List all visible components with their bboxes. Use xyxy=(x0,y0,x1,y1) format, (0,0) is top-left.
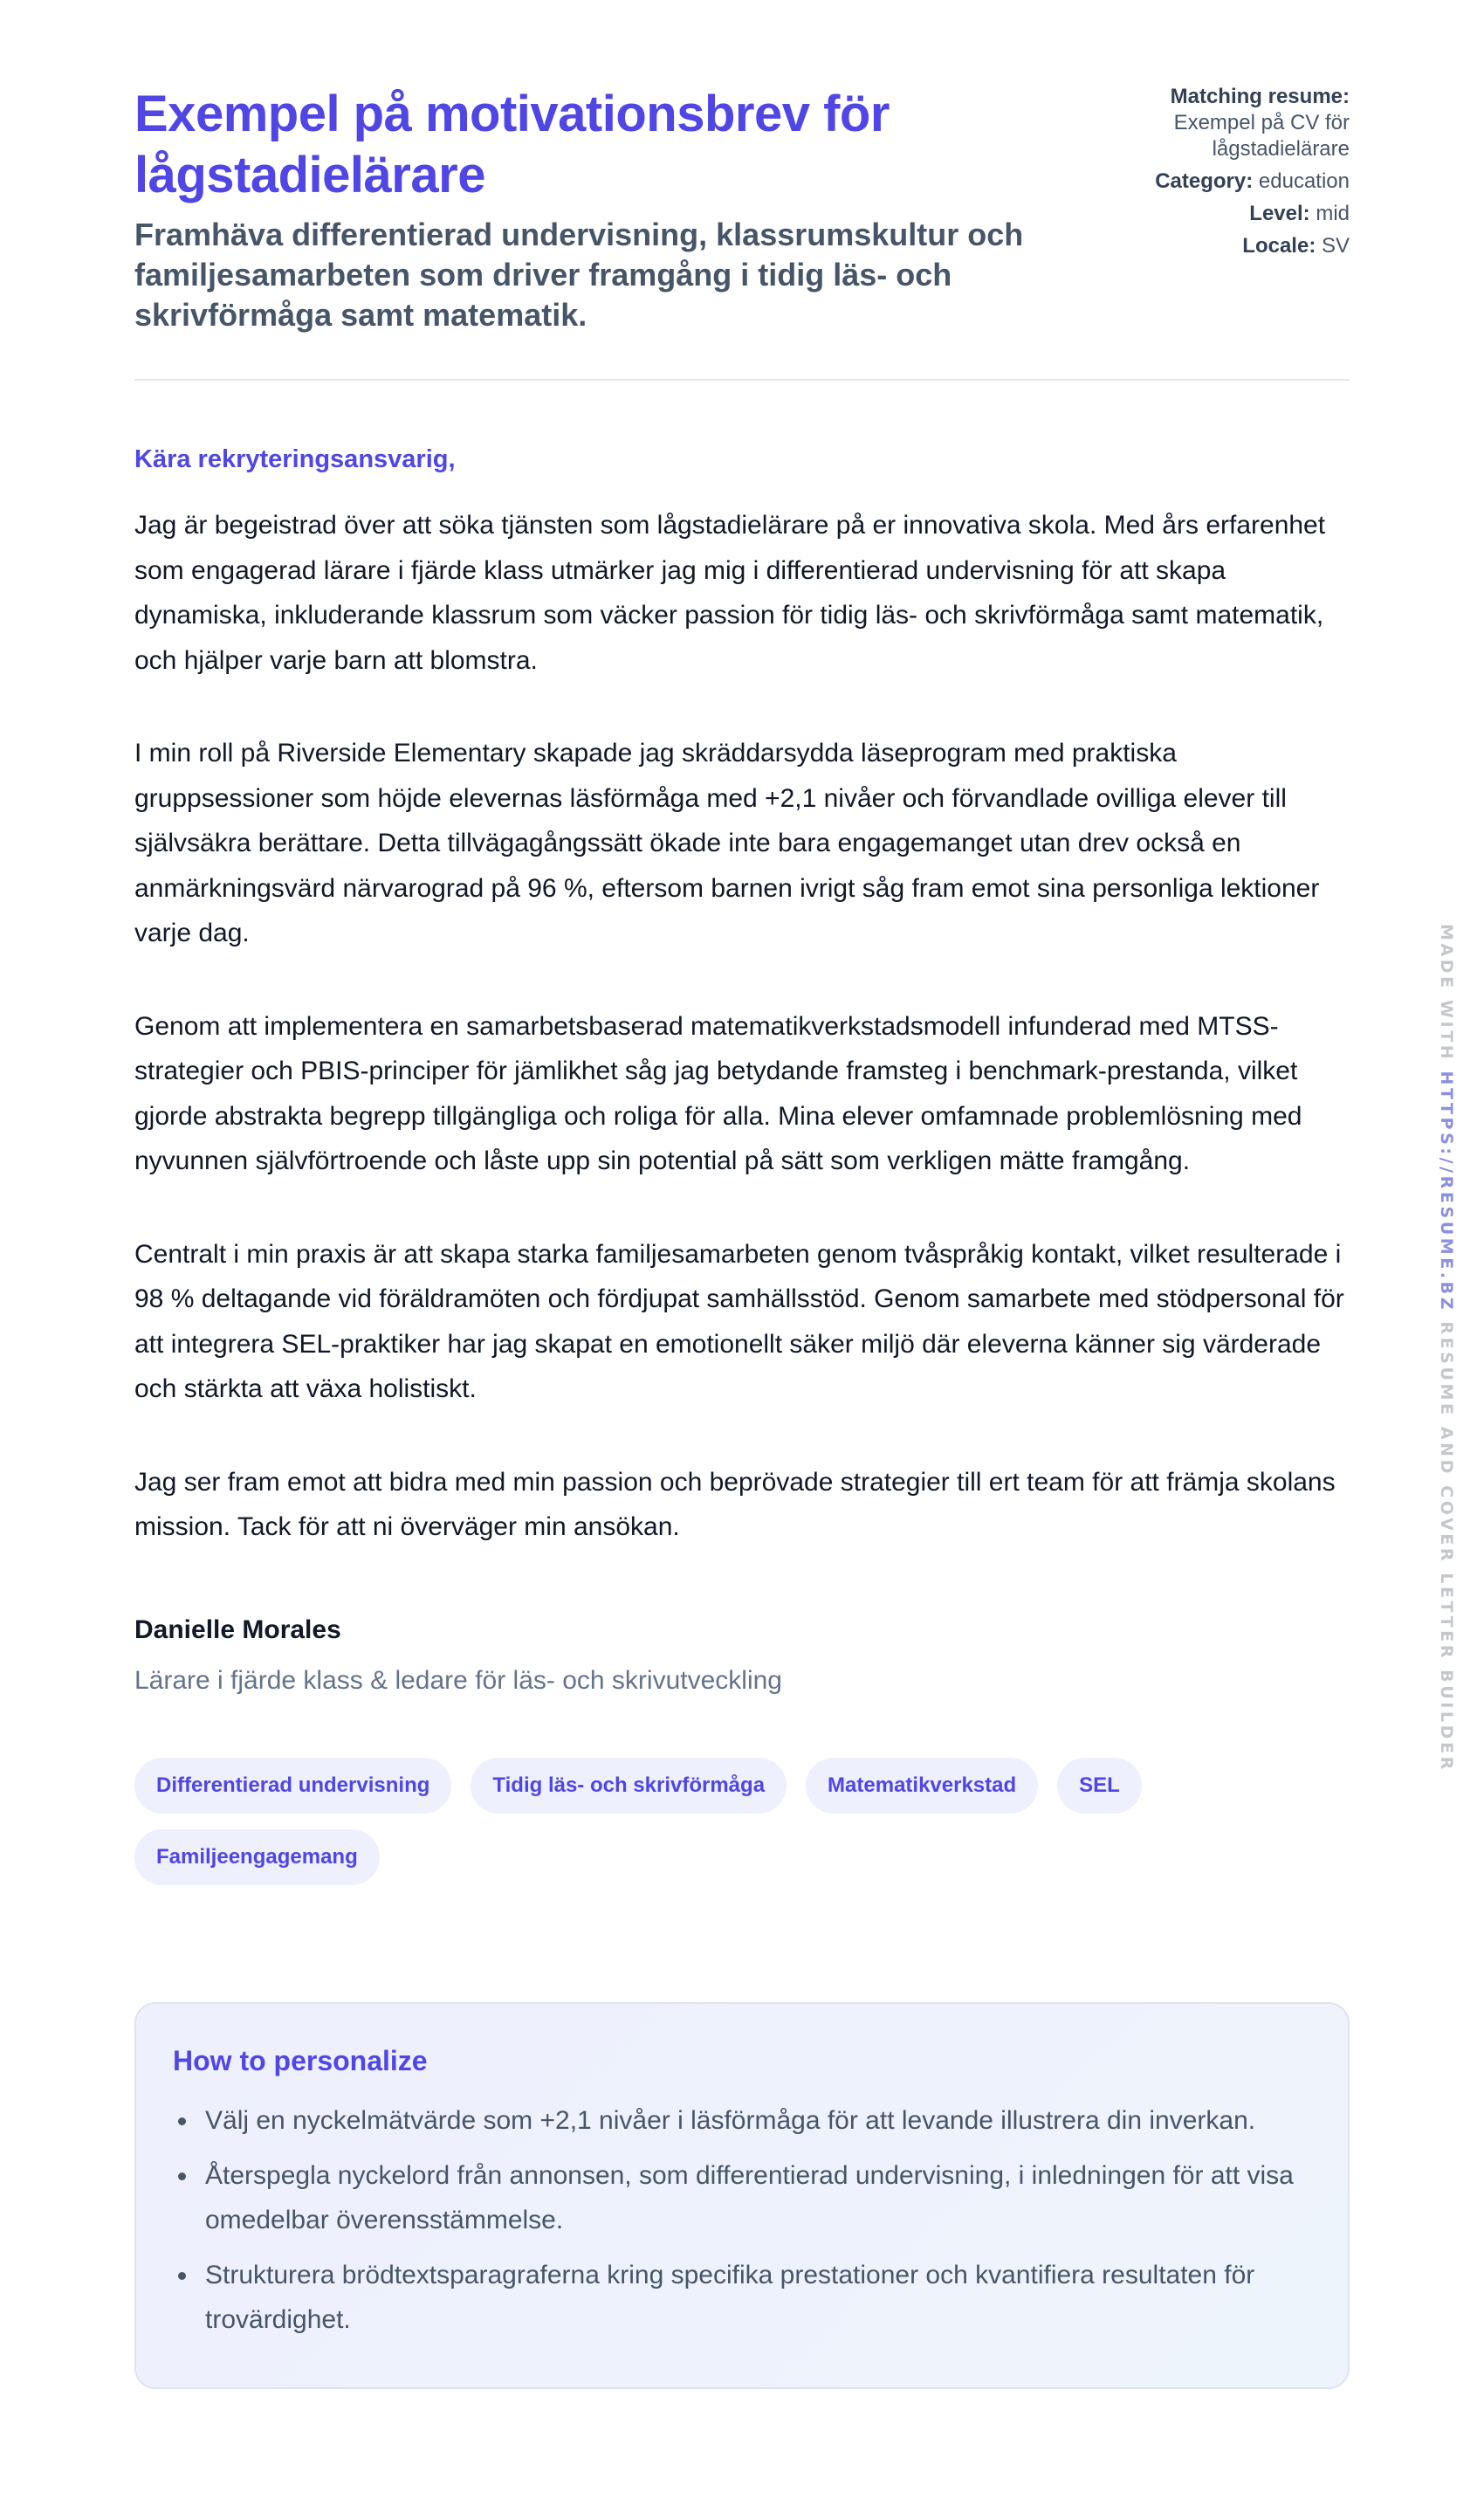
meta-matching-resume-label: Matching resume: xyxy=(1170,85,1350,108)
watermark-prefix: MADE WITH xyxy=(1437,924,1456,1063)
signature xyxy=(134,1613,1350,1698)
tip-item: Återspegla nyckelord från annonsen, som differentierad undervisning, i inledningen för att visa omedelbar överensstämmelse. xyxy=(173,2153,1311,2242)
meta-locale-value: SV xyxy=(1321,234,1350,258)
meta-matching-resume xyxy=(1074,84,1350,162)
page-header xyxy=(134,0,1350,381)
signature-title: Lärare i fjärde klass & ledare för läs- och skrivutveckling xyxy=(134,1665,782,1695)
tag-list xyxy=(134,1758,1217,1885)
tag-chip: Matematikverkstad xyxy=(806,1758,1038,1814)
meta-locale xyxy=(1074,233,1350,259)
side-watermark xyxy=(1435,924,1458,1773)
letter-paragraph: Jag ser fram emot att bidra med min passion och beprövade strategier till ert team för att främja skolans mission. Tack för att ni överväger min ansökan. xyxy=(134,1467,1336,1541)
tip-item: Strukturera brödtextsparagraferna kring specifika prestationer och kvantifiera resultaten för trovärdighet. xyxy=(173,2253,1311,2342)
watermark-link[interactable]: HTTPS://RESUME.BZ xyxy=(1437,1071,1456,1313)
side-watermark-text xyxy=(1435,924,1458,1773)
meta-locale-label: Locale: xyxy=(1242,234,1316,258)
personalize-tips-box xyxy=(134,2002,1350,2389)
tag-chip: SEL xyxy=(1057,1758,1142,1814)
meta-level xyxy=(1074,201,1350,227)
tag-chip: Differentierad undervisning xyxy=(134,1758,451,1814)
letter-paragraph: Genom att implementera en samarbetsbaserad matematikverkstadsmodell infunderad med MTSS-strategier och PBIS-principer för jämlikhet såg jag betydande framsteg i benchmark-prestanda, vilket gjorde abstrakta begrepp tillgängliga och roliga för alla. Mina elever omfamnade problemlösning med nyvunnen självförtroende och låste upp sin potential på sätt som verkligen mätte framgång. xyxy=(134,1011,1302,1175)
meta-category-label: Category: xyxy=(1155,169,1254,193)
page-subtitle: Framhäva differentierad undervisning, klassrumskultur och familjesamarbeten som driver framgång i tidig läs- och skrivförmåga samt matematik. xyxy=(134,217,1024,333)
header-text xyxy=(134,84,1074,335)
letter-paragraph: Centralt i min praxis är att skapa starka familjesamarbeten genom tvåspråkig kontakt, vilket resulterade i 98 % deltagande vid föräldramöten och fördjupat samhällsstöd. Genom samarbete med stödpersonal för att integrera SEL-praktiker har jag skapat en emotionellt säker miljö där eleverna känner sig värderade och stärkta att växa holistiskt. xyxy=(134,1239,1344,1403)
meta-level-value: mid xyxy=(1316,202,1350,225)
tag-chip: Tidig läs- och skrivförmåga xyxy=(471,1758,787,1814)
letter-paragraph: I min roll på Riverside Elementary skapade jag skräddarsydda läseprogram med praktiska gruppsessioner som höjde elevernas läsförmåga med +2,1 nivåer och förvandlade ovilliga elever till självsäkra berättare. Detta tillvägagångssätt ökade inte bara engagemanget utan drev också en anmärkningsvärd närvarograd på 96 %, eftersom barnen ivrigt såg fram emot sina personliga lektioner varje dag. xyxy=(134,739,1320,947)
letter-paragraph: Jag är begeistrad över att söka tjänsten som lågstadielärare på er innovativa skola. Med års erfarenhet som engagerad lärare i fjärde klass utmärker jag mig i differentierad undervisning för att skapa dynamiska, inkluderande klassrum som väcker passion för tidig läs- och skrivförmåga samt matematik, och hjälper varje barn att blomstra. xyxy=(134,511,1326,675)
tag-chip: Familjeengagemang xyxy=(134,1829,380,1885)
tip-item: Välj en nyckelmätvärde som +2,1 nivåer i läsförmåga för att levande illustrera din inverkan. xyxy=(173,2098,1311,2143)
tips-title: How to personalize xyxy=(173,2044,428,2076)
meta-category-value: education xyxy=(1258,169,1350,193)
watermark-suffix: RESUME AND COVER LETTER BUILDER xyxy=(1437,1321,1456,1773)
page-title: Exempel på motivationsbrev för lågstadielärare xyxy=(134,86,890,203)
letter-body xyxy=(134,503,1350,1550)
tips-list xyxy=(173,2098,1311,2342)
meta-matching-resume-value: Exempel på CV för lågstadielärare xyxy=(1173,111,1350,161)
meta-category xyxy=(1074,169,1350,195)
meta-panel xyxy=(1074,84,1350,265)
meta-level-label: Level: xyxy=(1249,202,1310,225)
signature-name: Danielle Morales xyxy=(134,1615,341,1644)
letter-greeting: Kära rekryteringsansvarig, xyxy=(134,445,456,473)
letter xyxy=(134,442,1350,1698)
